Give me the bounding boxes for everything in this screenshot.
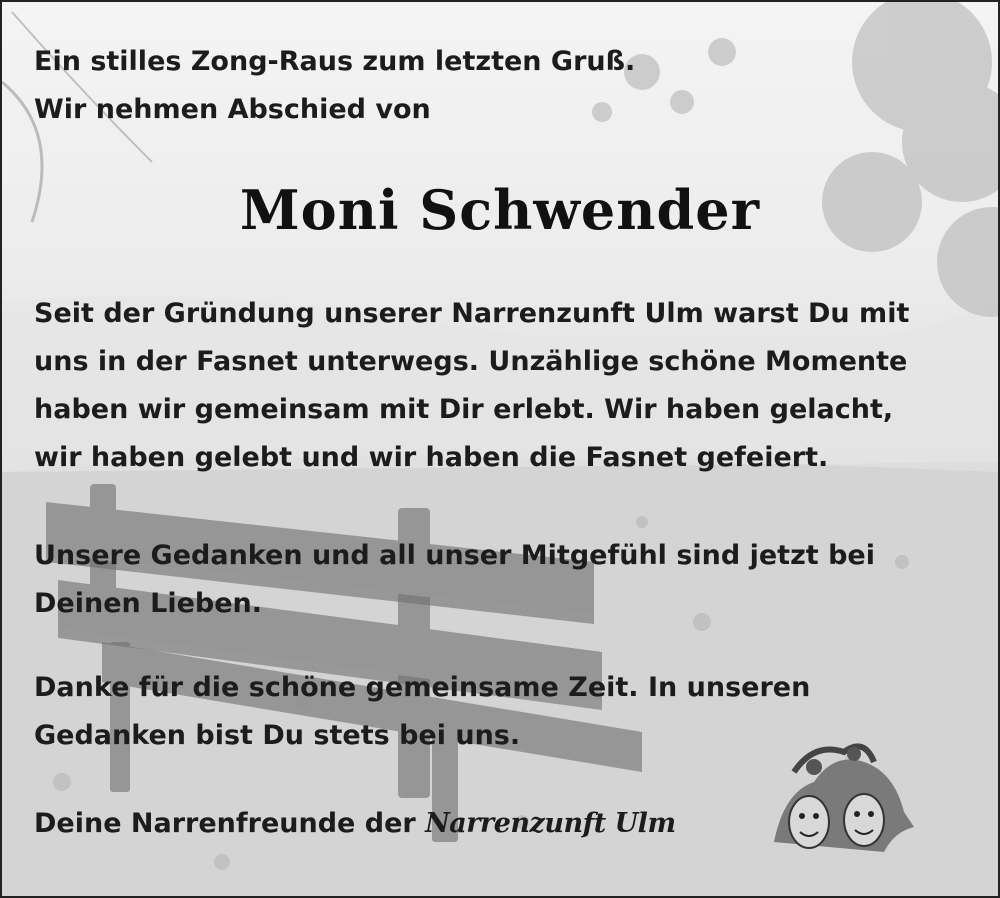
greeting-line-1: Ein stilles Zong-Raus zum letzten Gruß. <box>34 46 636 77</box>
tribute-paragraph-2 <box>34 532 974 628</box>
tribute-paragraph-1 <box>34 290 974 482</box>
greeting <box>34 38 635 134</box>
paragraph-line: haben wir gemeinsam mit Dir erlebt. Wir haben gelacht, <box>34 394 894 425</box>
paragraph-line: Deinen Lieben. <box>34 588 263 619</box>
paragraph-line: Gedanken bist Du stets bei uns. <box>34 720 521 751</box>
signature-prefix: Deine Narrenfreunde der <box>34 808 416 839</box>
fool-masks-emblem-icon <box>754 732 924 862</box>
greeting-line-2: Wir nehmen Abschied von <box>34 94 431 125</box>
club-name: Narrenzunft Ulm <box>425 808 676 839</box>
paragraph-line: wir haben gelebt und wir haben die Fasnet gefeiert. <box>34 442 829 473</box>
paragraph-line: uns in der Fasnet unterwegs. Unzählige schöne Momente <box>34 346 908 377</box>
paragraph-line: Seit der Gründung unserer Narrenzunft Ulm warst Du mit <box>34 298 910 329</box>
paragraph-line: Unsere Gedanken und all unser Mitgefühl sind jetzt bei <box>34 540 875 571</box>
signature <box>34 800 676 848</box>
deceased-name: Moni Schwender <box>239 178 761 242</box>
paragraph-line: Danke für die schöne gemeinsame Zeit. In unseren <box>34 672 811 703</box>
